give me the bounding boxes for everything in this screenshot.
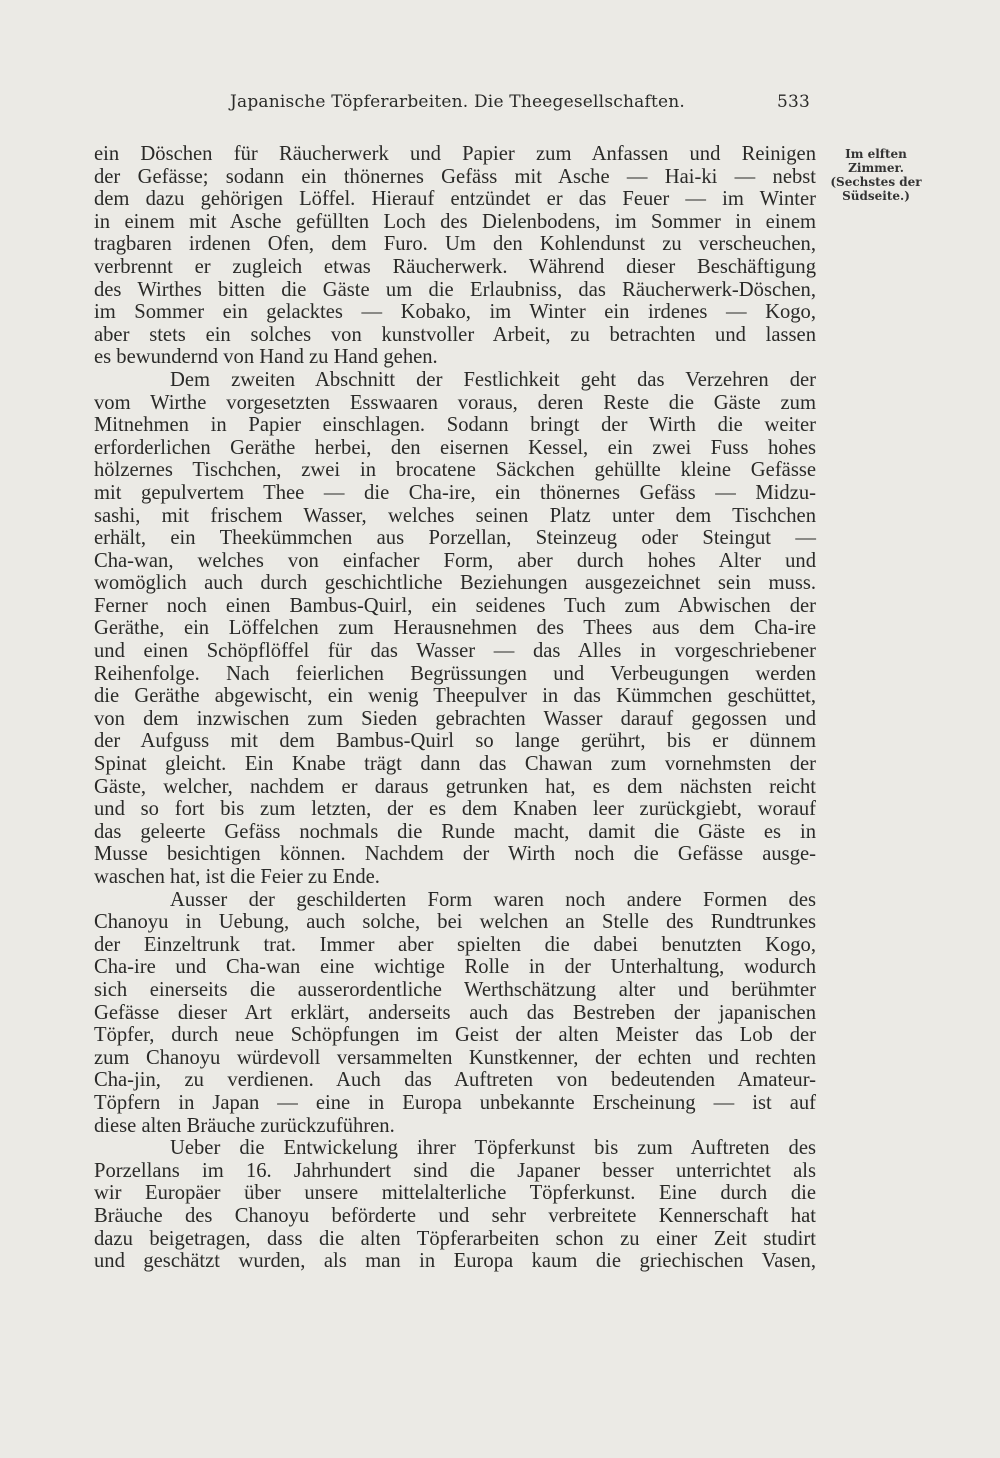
text-line: und so fort bis zum letzten, der es dem Knaben leer zurückgiebt, worauf: [94, 798, 816, 821]
text-line: Geräthe, ein Löffelchen zum Herausnehmen des Thees aus dem Cha-ire: [94, 617, 816, 640]
text-line: Cha-jin, zu verdienen. Auch das Auftreten von bedeutenden Amateur-: [94, 1069, 816, 1092]
text-line: die Geräthe abgewischt, ein wenig Theepulver in das Kümmchen geschüttet,: [94, 685, 816, 708]
margin-note: [826, 147, 926, 203]
running-title: Japanische Töpferarbeiten. Die Theegesellschaften.: [230, 92, 685, 112]
text-line: Mitnehmen in Papier einschlagen. Sodann bringt der Wirth die weiter: [94, 414, 816, 437]
text-line: mit gepulvertem Thee — die Cha-ire, ein thönernes Gefäss — Midzu-: [94, 481, 816, 504]
text-line: und geschätzt wurden, als man in Europa kaum die griechischen Vasen,: [94, 1250, 816, 1273]
text-line: im Sommer ein gelacktes — Kobako, im Winter ein irdenes — Kogo,: [94, 301, 816, 324]
text-line: ein Döschen für Räucherwerk und Papier zum Anfassen und Reinigen: [94, 143, 816, 165]
text-line: vom Wirthe vorgesetzten Esswaaren voraus, deren Reste die Gäste zum: [94, 391, 816, 414]
text-line: wir Europäer über unsere mittelalterliche Töpferkunst. Eine durch die: [94, 1182, 816, 1205]
text-line: hölzernes Tischchen, zwei in brocatene Säckchen gehüllte kleine Gefässe: [94, 459, 816, 482]
text-line: der Aufguss mit dem Bambus-Quirl so lange gerührt, bis er dünnem: [94, 730, 816, 753]
text-line: Musse besichtigen können. Nachdem der Wirth noch die Gefässe ausge-: [94, 843, 816, 866]
text-line: Gäste, welcher, nachdem er daraus getrunken hat, es dem nächsten reicht: [94, 775, 816, 798]
text-line: Porzellans im 16. Jahrhundert sind die Japaner besser unterrichtet als: [94, 1159, 816, 1182]
text-line: es bewundernd von Hand zu Hand gehen.: [94, 346, 438, 369]
text-line: Cha-ire und Cha-wan eine wichtige Rolle in der Unterhaltung, wodurch: [94, 956, 816, 979]
text-line: womöglich auch durch geschichtliche Beziehungen ausgezeichnet sein muss.: [94, 572, 816, 595]
text-line: Gefässe dieser Art erklärt, anderseits auch das Bestreben der japanischen: [94, 1001, 816, 1024]
text-line: das geleerte Gefäss nochmals die Runde macht, damit die Gäste es in: [94, 820, 816, 843]
body-text: [94, 143, 816, 1273]
text-line: sashi, mit frischem Wasser, welches seinen Platz unter dem Tischchen: [94, 504, 816, 527]
text-line: Töpfern in Japan — eine in Europa unbekannte Erscheinung — ist auf: [94, 1091, 816, 1114]
margin-note-line: Im elften: [845, 147, 907, 161]
text-line: diese alten Bräuche zurückzuführen.: [94, 1114, 395, 1137]
text-line: Spinat gleicht. Ein Knabe trägt dann das Chawan zum vornehmsten der: [94, 753, 816, 776]
text-line: verbrennt er zugleich etwas Räucherwerk. Während dieser Beschäftigung: [94, 255, 816, 278]
text-line: zum Chanoyu würdevoll versammelten Kunstkenner, der echten und rechten: [94, 1046, 816, 1069]
text-line: erforderlichen Geräthe herbei, den eisernen Kessel, ein zwei Fuss hohes: [94, 436, 816, 459]
text-line: Bräuche des Chanoyu beförderte und sehr verbreitete Kennerschaft hat: [94, 1204, 816, 1227]
text-line: Ausser der geschilderten Form waren noch andere Formen des: [170, 888, 816, 911]
margin-note-line: (Sechstes der: [830, 175, 922, 189]
margin-note-line: Südseite.): [842, 189, 910, 203]
text-line: Ferner noch einen Bambus-Quirl, ein seidenes Tuch zum Abwischen der: [94, 594, 816, 617]
page-number: 533: [776, 92, 810, 112]
text-line: Chanoyu in Uebung, auch solche, bei welchen an Stelle des Rundtrunkes: [94, 911, 816, 934]
text-line: dem dazu gehörigen Löffel. Hierauf entzündet er das Feuer — im Winter: [94, 188, 816, 211]
text-line: sich einerseits die ausserordentliche Werthschätzung alter und berühmter: [94, 978, 816, 1001]
text-line: des Wirthes bitten die Gäste um die Erlaubniss, das Räucherwerk-Döschen,: [94, 278, 816, 301]
text-line: von dem inzwischen zum Sieden gebrachten Wasser darauf gegossen und: [94, 707, 816, 730]
text-line: in einem mit Asche gefüllten Loch des Dielenbodens, im Sommer in einem: [94, 210, 816, 233]
text-line: der Einzeltrunk trat. Immer aber spielten die dabei benutzten Kogo,: [94, 933, 816, 956]
text-line: Töpfer, durch neue Schöpfungen im Geist der alten Meister das Lob der: [94, 1024, 816, 1047]
text-line: und einen Schöpflöffel für das Wasser — das Alles in vorgeschriebener: [94, 640, 816, 663]
text-line: Ueber die Entwickelung ihrer Töpferkunst bis zum Auftreten des: [170, 1137, 816, 1160]
text-line: Cha-wan, welches von einfacher Form, aber durch hohes Alter und: [94, 549, 816, 572]
margin-note-line: Zimmer.: [848, 161, 904, 175]
text-line: dazu beigetragen, dass die alten Töpferarbeiten schon zu einer Zeit studirt: [94, 1227, 816, 1250]
text-line: der Gefässe; sodann ein thönernes Gefäss mit Asche — Hai-ki — nebst: [94, 165, 816, 188]
text-line: waschen hat, ist die Feier zu Ende.: [94, 866, 380, 888]
text-line: aber stets ein solches von kunstvoller Arbeit, zu betrachten und lassen: [94, 323, 816, 346]
text-line: erhält, ein Theekümmchen aus Porzellan, Steinzeug oder Steingut —: [94, 527, 816, 550]
running-header: [230, 92, 810, 112]
text-line: Dem zweiten Abschnitt der Festlichkeit geht das Verzehren der: [170, 368, 816, 391]
text-line: tragbaren irdenen Ofen, dem Furo. Um den Kohlendunst zu verscheuchen,: [94, 233, 816, 256]
text-line: Reihenfolge. Nach feierlichen Begrüssungen und Verbeugungen werden: [94, 662, 816, 685]
